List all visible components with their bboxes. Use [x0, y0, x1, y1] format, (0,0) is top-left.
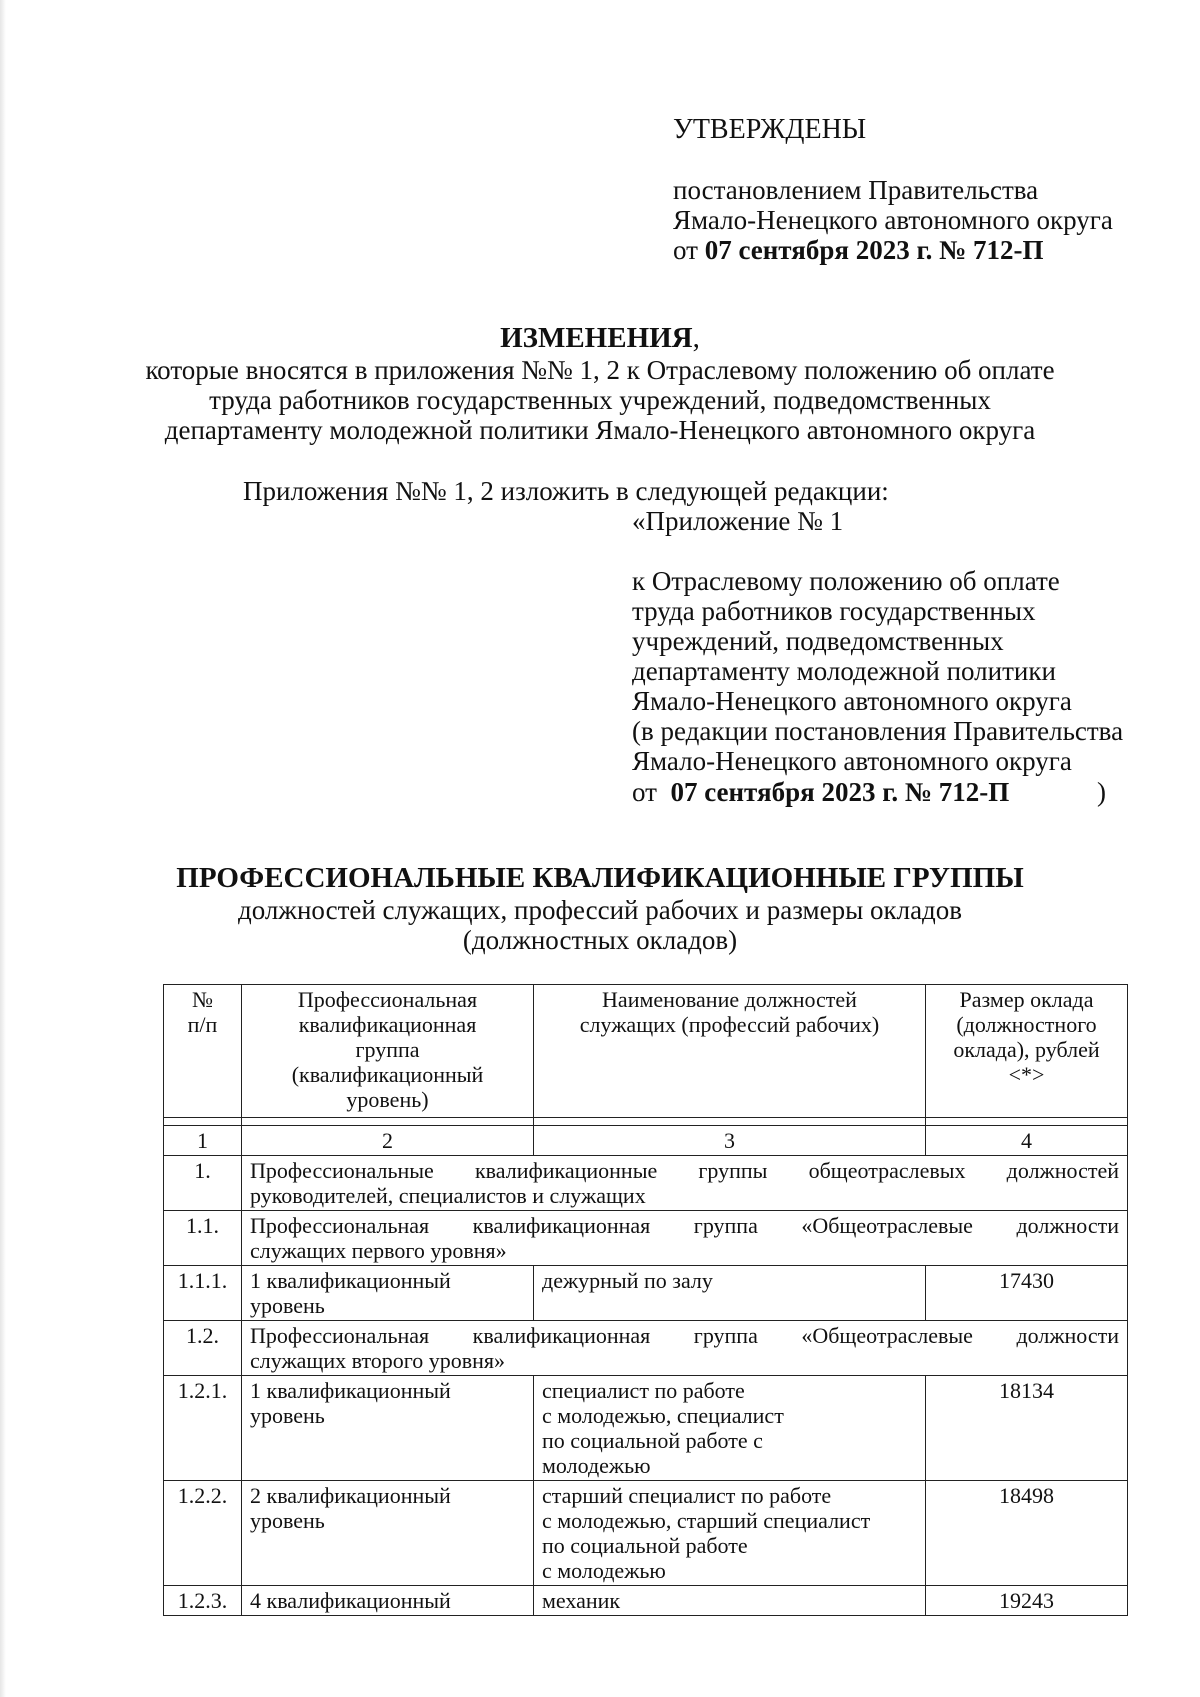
groups-subtitle-2: (должностных окладов) [462, 925, 738, 955]
salary-value: 19243 [926, 1586, 1128, 1616]
table-row [164, 1266, 1128, 1321]
table-row [164, 1156, 1128, 1211]
approval-date-line [673, 235, 1044, 265]
header-salary: Размер оклада (должностного оклада), рублей <*> [926, 985, 1128, 1118]
row-index: 1.2. [164, 1321, 242, 1376]
page-edge-shadow [0, 0, 6, 1697]
appendix-line-3: учреждений, подведомственных [632, 626, 1004, 656]
group-title: Профессиональные квалификационные группы общеотраслевых должностей руководителей, специалистов и служащих [242, 1156, 1128, 1211]
header-number: № п/п [164, 985, 242, 1118]
row-index: 1.2.3. [164, 1586, 242, 1616]
table-header-row [164, 985, 1128, 1118]
column-numbers-row [164, 1126, 1128, 1156]
table-row [164, 1481, 1128, 1586]
appendix-title: «Приложение № 1 [632, 506, 844, 536]
approval-line-2: Ямало-Ненецкого автономного округа [673, 205, 1113, 235]
changes-title-suffix: , [692, 322, 700, 354]
appendix-close-paren: ) [1097, 777, 1106, 807]
appendix-from-prefix: от [632, 777, 657, 807]
approval-from-prefix: от [673, 235, 698, 265]
changes-line-2: труда работников государственных учреждений, подведомственных [209, 385, 991, 415]
row-index: 1.2.1. [164, 1376, 242, 1481]
instruction-text: Приложения №№ 1, 2 изложить в следующей редакции: [243, 476, 889, 506]
group-title: Профессиональная квалификационная группа «Общеотраслевые должности служащих второго уровня» [242, 1321, 1128, 1376]
qualification-level: 2 квалификационный уровень [242, 1481, 534, 1586]
salary-value: 18134 [926, 1376, 1128, 1481]
qualification-level: 1 квалификационный уровень [242, 1266, 534, 1321]
column-number: 3 [534, 1126, 926, 1156]
appendix-date-number: 07 сентября 2023 г. № 712-П [670, 777, 1010, 807]
changes-title: ИЗМЕНЕНИЯ [500, 322, 693, 354]
table-row [164, 1211, 1128, 1266]
changes-line-3: департаменту молодежной политики Ямало-Ненецкого автономного округа [164, 415, 1036, 445]
appendix-date-line [632, 777, 1009, 807]
position-names: дежурный по залу [534, 1266, 926, 1321]
approval-line-1: постановлением Правительства [673, 175, 1039, 205]
qualification-level: 4 квалификационный [242, 1586, 534, 1616]
table-row [164, 1586, 1128, 1616]
column-number: 2 [242, 1126, 534, 1156]
appendix-line-5: Ямало-Ненецкого автономного округа [632, 686, 1072, 716]
column-number: 1 [164, 1126, 242, 1156]
qualification-level: 1 квалификационный уровень [242, 1376, 534, 1481]
position-names: специалист по работе с молодежью, специалист по социальной работе с молодежью [534, 1376, 926, 1481]
header-positions: Наименование должностей служащих (профессий рабочих) [534, 985, 926, 1118]
changes-title-line [0, 323, 1200, 353]
appendix-line-7: Ямало-Ненецкого автономного округа [632, 746, 1072, 776]
table-row [164, 1376, 1128, 1481]
salary-value: 17430 [926, 1266, 1128, 1321]
appendix-line-2: труда работников государственных [632, 596, 1036, 626]
position-names: старший специалист по работе с молодежью, старший специалист по социальной работе с молодежью [534, 1481, 926, 1586]
appendix-line-6: (в редакции постановления Правительства [632, 716, 1124, 746]
row-index: 1.1.1. [164, 1266, 242, 1321]
salary-value: 18498 [926, 1481, 1128, 1586]
position-names: механик [534, 1586, 926, 1616]
column-number: 4 [926, 1126, 1128, 1156]
row-index: 1. [164, 1156, 242, 1211]
appendix-line-4: департаменту молодежной политики [632, 656, 1056, 686]
groups-title: ПРОФЕССИОНАЛЬНЫЕ КВАЛИФИКАЦИОННЫЕ ГРУППЫ [176, 862, 1024, 894]
row-index: 1.2.2. [164, 1481, 242, 1586]
appendix-line-1: к Отраслевому положению об оплате [632, 566, 1060, 596]
approval-title: УТВЕРЖДЕНЫ [673, 114, 867, 145]
table-row [164, 1321, 1128, 1376]
changes-line-1: которые вносятся в приложения №№ 1, 2 к Отраслевому положению об оплате [145, 355, 1055, 385]
approval-date-number: 07 сентября 2023 г. № 712-П [704, 235, 1044, 265]
row-index: 1.1. [164, 1211, 242, 1266]
header-group: Профессиональная квалификационная группа (квалификационный уровень) [242, 985, 534, 1118]
group-title: Профессиональная квалификационная группа «Общеотраслевые должности служащих первого уровня» [242, 1211, 1128, 1266]
salary-table [163, 984, 1128, 1616]
groups-subtitle-1: должностей служащих, профессий рабочих и размеры окладов [237, 895, 963, 925]
